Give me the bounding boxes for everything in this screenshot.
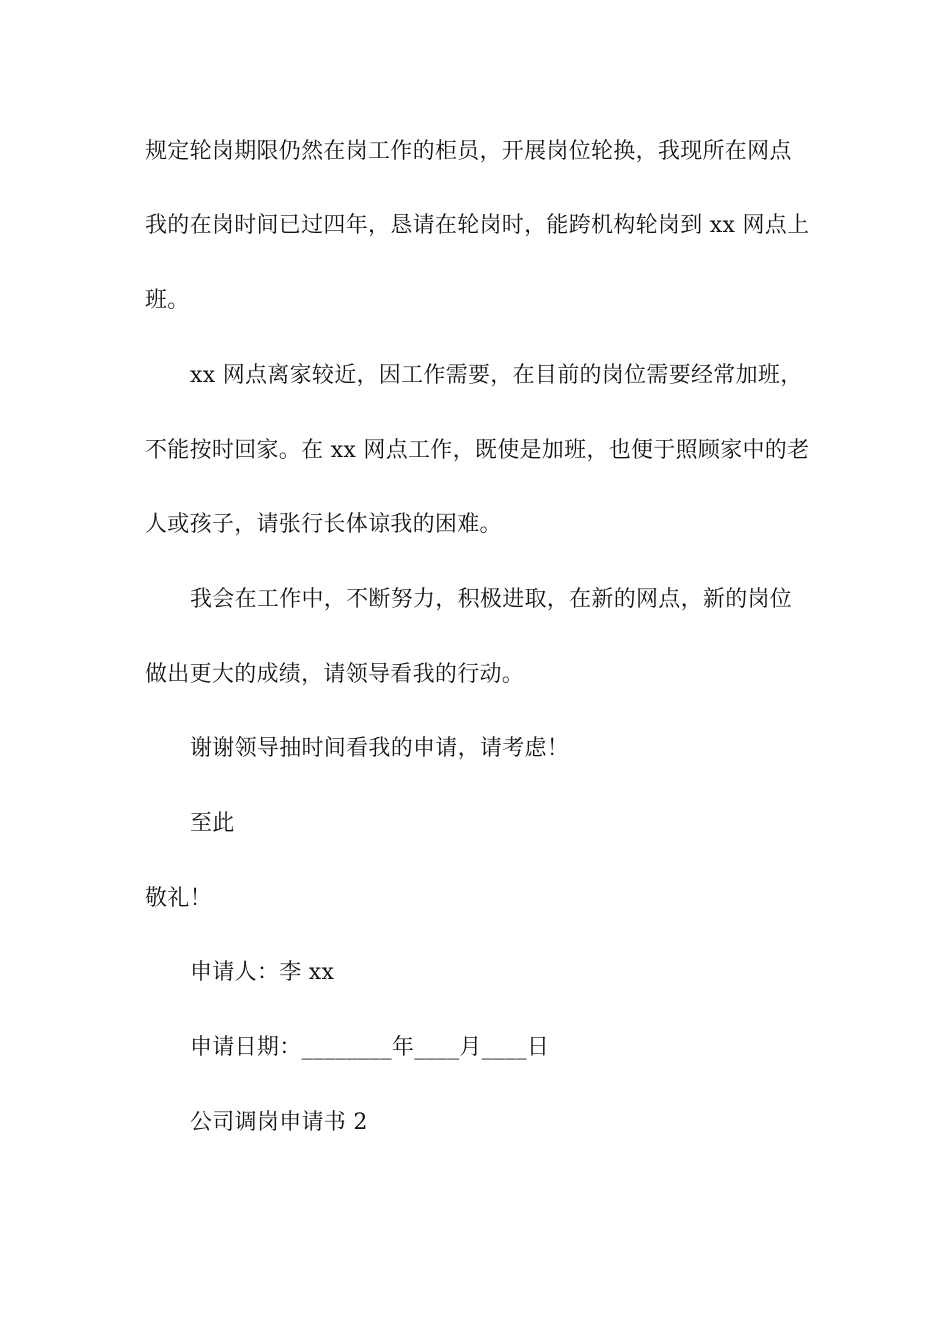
body-line-1: 规定轮岗期限仍然在岗工作的柜员，开展岗位轮换，我现所在网点	[145, 139, 792, 164]
body-line-6: 人或孩子，请张行长体谅我的困难。	[145, 512, 502, 537]
body-line-8: 做出更大的成绩，请领导看我的行动。	[145, 662, 525, 687]
body-line-4: xx 网点离家较近，因工作需要，在目前的岗位需要经常加班，	[190, 363, 803, 388]
body-line-7: 我会在工作中，不断努力，积极进取，在新的网点，新的岗位	[190, 587, 793, 612]
body-line-3: 班。	[145, 288, 190, 313]
closing-line: 至此	[190, 811, 235, 836]
body-line-2: 我的在岗时间已过四年，恳请在轮岗时，能跨机构轮岗到 xx 网点上	[145, 213, 810, 238]
thanks-line: 谢谢领导抽时间看我的申请，请考虑！	[190, 736, 570, 761]
applicant-line: 申请人：李 xx	[190, 960, 335, 985]
section-title: 公司调岗申请书 2	[190, 1110, 368, 1135]
salute-line: 敬礼！	[145, 886, 212, 911]
body-line-5: 不能按时回家。在 xx 网点工作，既使是加班，也便于照顾家中的老	[145, 438, 810, 463]
date-line: 申请日期：________年____月____日	[190, 1035, 550, 1060]
